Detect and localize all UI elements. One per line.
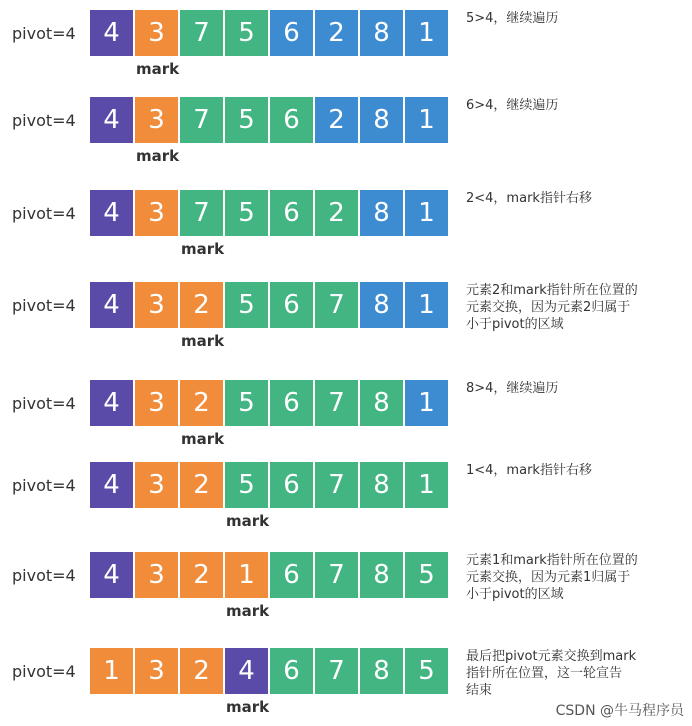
array-cell: 8 — [360, 190, 403, 236]
array-cell: 5 — [225, 462, 268, 508]
array-cell: 2 — [180, 648, 223, 694]
array-cell: 3 — [135, 97, 178, 143]
array-cell: 4 — [90, 97, 133, 143]
pivot-label: pivot=4 — [12, 24, 76, 43]
array-cell: 2 — [180, 462, 223, 508]
array-cell: 6 — [270, 462, 313, 508]
array-cell: 1 — [405, 97, 448, 143]
array-cell: 3 — [135, 282, 178, 328]
pivot-label: pivot=4 — [12, 662, 76, 681]
step-description: 5>4，继续遍历 — [466, 11, 559, 26]
array-cell: 7 — [315, 648, 358, 694]
array-cell: 2 — [315, 10, 358, 56]
array-cell: 5 — [225, 380, 268, 426]
array-cell: 5 — [225, 10, 268, 56]
array-cell: 5 — [405, 648, 448, 694]
array-cell: 8 — [360, 462, 403, 508]
pivot-label: pivot=4 — [12, 566, 76, 585]
array-cells — [90, 380, 450, 426]
array-cells — [90, 97, 450, 143]
array-cell: 2 — [315, 97, 358, 143]
array-cell: 4 — [90, 552, 133, 598]
array-cell: 8 — [360, 552, 403, 598]
mark-pointer-label: mark — [225, 512, 270, 530]
array-cell: 5 — [225, 97, 268, 143]
array-cell: 6 — [270, 282, 313, 328]
step-description: 最后把pivot元素交换到mark 指针所在位置，这一轮宣告 结束 — [466, 649, 637, 698]
array-cell: 8 — [360, 380, 403, 426]
array-cell: 1 — [405, 10, 448, 56]
array-cell: 4 — [90, 190, 133, 236]
array-cell: 6 — [270, 648, 313, 694]
array-cell: 7 — [180, 97, 223, 143]
array-cells — [90, 462, 450, 508]
array-cell: 5 — [225, 190, 268, 236]
array-cell: 4 — [90, 10, 133, 56]
array-cells — [90, 282, 450, 328]
array-cell: 7 — [315, 462, 358, 508]
array-cell: 1 — [225, 552, 268, 598]
array-cell: 4 — [225, 648, 268, 694]
mark-pointer-label: mark — [180, 332, 225, 350]
pivot-label: pivot=4 — [12, 204, 76, 223]
array-cell: 1 — [405, 380, 448, 426]
array-cell: 8 — [360, 282, 403, 328]
array-cell: 3 — [135, 380, 178, 426]
array-cell: 7 — [180, 10, 223, 56]
array-cell: 1 — [405, 282, 448, 328]
array-cell: 1 — [405, 190, 448, 236]
array-cells — [90, 648, 450, 694]
array-cell: 5 — [405, 552, 448, 598]
array-cell: 2 — [180, 552, 223, 598]
step-description: 2<4，mark指针右移 — [466, 191, 592, 206]
array-cell: 2 — [315, 190, 358, 236]
pivot-label: pivot=4 — [12, 476, 76, 495]
array-cell: 6 — [270, 10, 313, 56]
array-cell: 7 — [315, 282, 358, 328]
array-cells — [90, 10, 450, 56]
array-cells — [90, 190, 450, 236]
pivot-label: pivot=4 — [12, 111, 76, 130]
step-description: 8>4，继续遍历 — [466, 381, 559, 396]
array-cell: 4 — [90, 282, 133, 328]
array-cell: 3 — [135, 462, 178, 508]
array-cell: 3 — [135, 10, 178, 56]
array-cell: 6 — [270, 190, 313, 236]
step-description: 元素1和mark指针所在位置的 元素交换，因为元素1归属于 小于pivot的区域 — [466, 553, 638, 602]
array-cell: 7 — [315, 380, 358, 426]
mark-pointer-label: mark — [135, 60, 180, 78]
array-cell: 5 — [225, 282, 268, 328]
array-cell: 8 — [360, 10, 403, 56]
pivot-label: pivot=4 — [12, 296, 76, 315]
array-cell: 2 — [180, 380, 223, 426]
array-cell: 7 — [180, 190, 223, 236]
array-cell: 6 — [270, 552, 313, 598]
array-cell: 8 — [360, 97, 403, 143]
array-cell: 4 — [90, 462, 133, 508]
mark-pointer-label: mark — [225, 602, 270, 620]
array-cell: 1 — [405, 462, 448, 508]
watermark: CSDN @牛马程序员 — [555, 703, 684, 719]
array-cell: 3 — [135, 190, 178, 236]
array-cell: 4 — [90, 380, 133, 426]
array-cell: 2 — [180, 282, 223, 328]
mark-pointer-label: mark — [135, 147, 180, 165]
array-cell: 1 — [90, 648, 133, 694]
array-cells — [90, 552, 450, 598]
array-cell: 6 — [270, 380, 313, 426]
pivot-label: pivot=4 — [12, 394, 76, 413]
mark-pointer-label: mark — [180, 430, 225, 448]
step-description: 6>4，继续遍历 — [466, 98, 559, 113]
array-cell: 6 — [270, 97, 313, 143]
mark-pointer-label: mark — [180, 240, 225, 258]
array-cell: 3 — [135, 648, 178, 694]
mark-pointer-label: mark — [225, 698, 270, 716]
step-description: 元素2和mark指针所在位置的 元素交换，因为元素2归属于 小于pivot的区域 — [466, 283, 638, 332]
array-cell: 3 — [135, 552, 178, 598]
step-description: 1<4，mark指针右移 — [466, 463, 592, 478]
array-cell: 7 — [315, 552, 358, 598]
array-cell: 8 — [360, 648, 403, 694]
